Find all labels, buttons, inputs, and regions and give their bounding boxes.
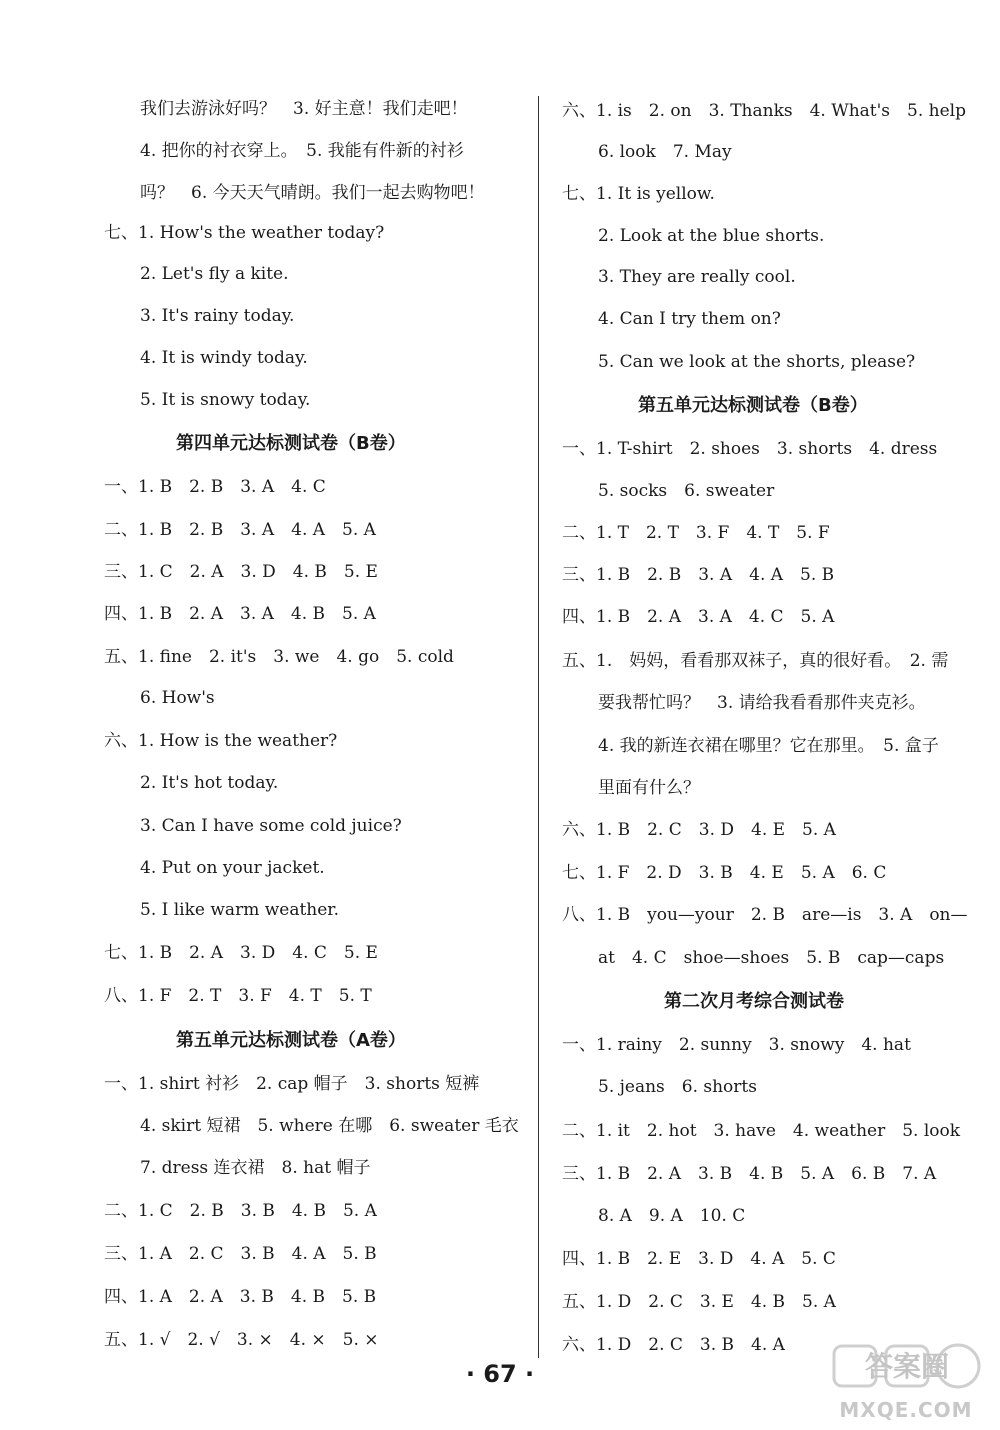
right-line-11: 二、1. T 2. T 3. F 4. T 5. F <box>562 523 830 543</box>
right-line-26: 三、1. B 2. A 3. B 4. B 5. A 6. B 7. A <box>562 1164 937 1184</box>
watermark-logo <box>832 1340 982 1392</box>
left-line-22: 八、1. F 2. T 3. F 4. T 5. T <box>104 986 372 1006</box>
left-line-27: 二、1. C 2. B 3. B 4. B 5. A <box>104 1201 377 1221</box>
left-line-7: 4. It is windy today. <box>140 348 308 368</box>
left-line-24: 一、1. shirt 衬衫 2. cap 帽子 3. shorts 短裤 <box>104 1074 480 1094</box>
right-line-27: 8. A 9. A 10. C <box>598 1206 746 1226</box>
right-line-28: 四、1. B 2. E 3. D 4. A 5. C <box>562 1249 836 1269</box>
left-line-17: 2. It's hot today. <box>140 773 279 793</box>
right-line-3: 七、1. It is yellow. <box>562 184 715 204</box>
right-line-21: at 4. C shoe—shoes 5. B cap—caps <box>598 948 945 968</box>
left-line-14: 五、1. fine 2. it's 3. we 4. go 5. cold <box>104 647 454 667</box>
right-line-25: 二、1. it 2. hot 3. have 4. weather 5. look <box>562 1121 961 1141</box>
column-divider <box>538 96 539 1358</box>
right-line-4: 2. Look at the blue shorts. <box>598 226 825 246</box>
left-line-28: 三、1. A 2. C 3. B 4. A 5. B <box>104 1244 377 1264</box>
right-line-12: 三、1. B 2. B 3. A 4. A 5. B <box>562 565 835 585</box>
right-line-17: 里面有什么？ <box>598 778 700 798</box>
left-line-13: 四、1. B 2. A 3. A 4. B 5. A <box>104 604 376 624</box>
right-line-10: 5. socks 6. sweater <box>598 481 775 501</box>
left-line-2: 4. 把你的衬衣穿上。 5. 我能有件新的衬衫 <box>140 141 464 161</box>
right-line-18: 六、1. B 2. C 3. D 4. E 5. A <box>562 820 836 840</box>
left-line-29: 四、1. A 2. A 3. B 4. B 5. B <box>104 1287 377 1307</box>
watermark-logo-text: 答案圈 <box>864 1350 950 1383</box>
left-line-8: 5. It is snowy today. <box>140 390 311 410</box>
left-line-30: 五、1. √ 2. √ 3. × 4. × 5. × <box>104 1330 379 1350</box>
left-line-11: 二、1. B 2. B 3. A 4. A 5. A <box>104 520 376 540</box>
watermark-url: MXQE.COM <box>839 1398 973 1422</box>
right-line-30: 六、1. D 2. C 3. B 4. A <box>562 1335 785 1355</box>
right-line-1: 六、1. is 2. on 3. Thanks 4. What's 5. help <box>562 101 966 121</box>
left-line-3: 吗？ 6. 今天天气晴朗。我们一起去购物吧！ <box>140 183 485 203</box>
left-line-15: 6. How's <box>140 688 215 708</box>
left-line-1: 我们去游泳好吗？ 3. 好主意！我们走吧！ <box>140 99 468 119</box>
section-heading-unit5-a: 第五单元达标测试卷（A卷） <box>176 1030 406 1051</box>
left-line-21: 七、1. B 2. A 3. D 4. C 5. E <box>104 943 378 963</box>
watermark <box>818 1338 994 1426</box>
right-line-19: 七、1. F 2. D 3. B 4. E 5. A 6. C <box>562 863 887 883</box>
section-heading-monthly-test-2: 第二次月考综合测试卷 <box>664 991 844 1012</box>
right-line-9: 一、1. T-shirt 2. shoes 3. shorts 4. dress <box>562 439 938 459</box>
section-heading-unit4-b: 第四单元达标测试卷（B卷） <box>176 433 406 454</box>
left-line-20: 5. I like warm weather. <box>140 900 339 920</box>
right-line-5: 3. They are really cool. <box>598 267 796 287</box>
right-line-6: 4. Can I try them on? <box>598 309 781 329</box>
left-line-6: 3. It's rainy today. <box>140 306 295 326</box>
right-line-13: 四、1. B 2. A 3. A 4. C 5. A <box>562 607 835 627</box>
left-line-10: 一、1. B 2. B 3. A 4. C <box>104 477 326 497</box>
left-line-19: 4. Put on your jacket. <box>140 858 325 878</box>
section-heading-unit5-b: 第五单元达标测试卷（B卷） <box>638 395 868 416</box>
right-line-7: 5. Can we look at the shorts, please? <box>598 352 916 372</box>
left-line-26: 7. dress 连衣裙 8. hat 帽子 <box>140 1158 371 1178</box>
left-line-4: 七、1. How's the weather today? <box>104 223 385 243</box>
left-line-5: 2. Let's fly a kite. <box>140 264 289 284</box>
right-line-16: 4. 我的新连衣裙在哪里？它在那里。 5. 盒子 <box>598 736 939 756</box>
right-line-20: 八、1. B you—your 2. B are—is 3. A on— <box>562 905 968 925</box>
left-line-12: 三、1. C 2. A 3. D 4. B 5. E <box>104 562 378 582</box>
left-line-18: 3. Can I have some cold juice? <box>140 816 402 836</box>
left-line-16: 六、1. How is the weather? <box>104 731 338 751</box>
right-line-15: 要我帮忙吗？ 3. 请给我看看那件夹克衫。 <box>598 693 926 713</box>
right-line-14: 五、1. 妈妈，看看那双袜子，真的很好看。 2. 需 <box>562 651 949 671</box>
right-line-29: 五、1. D 2. C 3. E 4. B 5. A <box>562 1292 836 1312</box>
left-line-25: 4. skirt 短裙 5. where 在哪 6. sweater 毛衣 <box>140 1116 519 1136</box>
page-number: · 67 · <box>465 1360 535 1388</box>
right-line-24: 5. jeans 6. shorts <box>598 1077 757 1097</box>
right-line-2: 6. look 7. May <box>598 142 732 162</box>
right-line-23: 一、1. rainy 2. sunny 3. snowy 4. hat <box>562 1035 911 1055</box>
